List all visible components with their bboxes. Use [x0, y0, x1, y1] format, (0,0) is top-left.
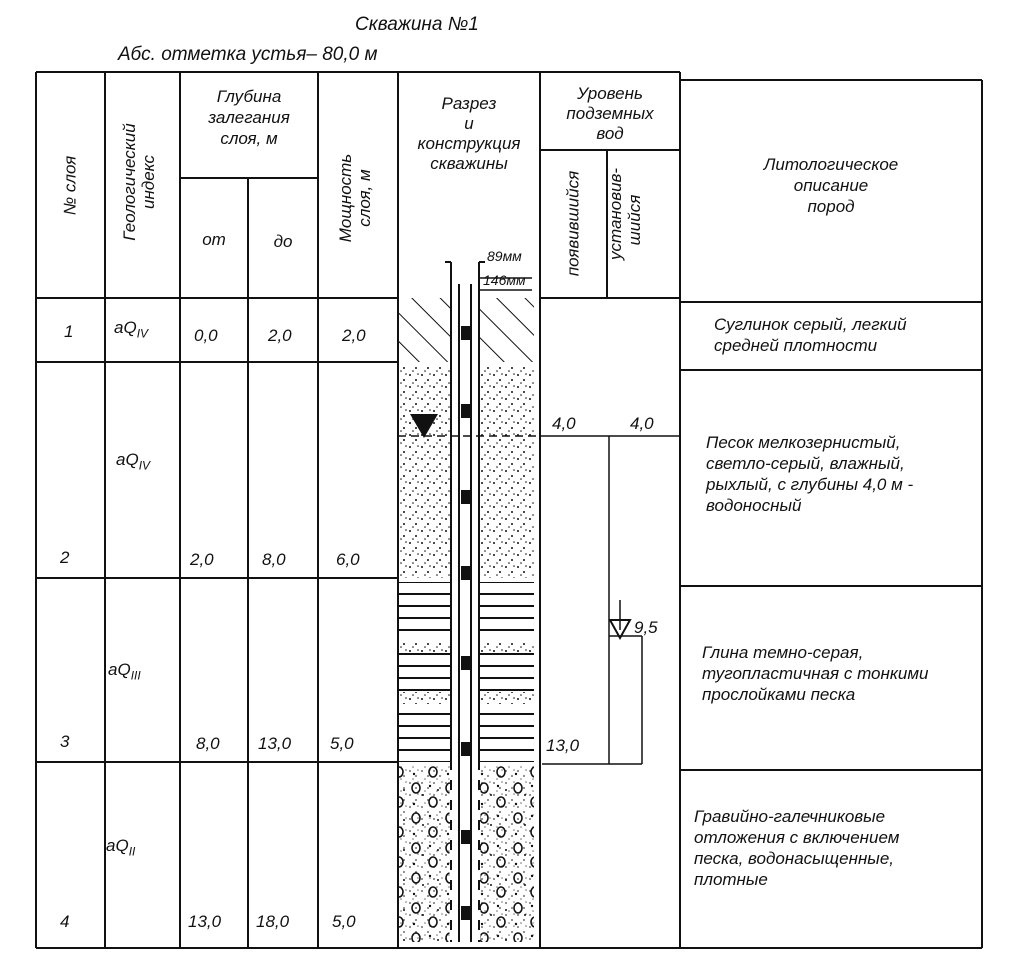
layer-2-description-line1: Песок мелкозернистый,	[706, 433, 901, 452]
layer-2-description-line4: водоносный	[706, 496, 802, 515]
header-water-established	[606, 167, 646, 260]
layer-2-water-appeared: 4,0	[552, 414, 576, 433]
layer-1-thickness: 2,0	[342, 326, 366, 345]
layer-4-description-line4: плотные	[694, 870, 768, 889]
header-lithology-line1: Литологическое	[763, 155, 899, 174]
layer-2-description	[706, 432, 913, 516]
header-groundwater-line2: подземных	[566, 104, 654, 123]
layer-3-to: 13,0	[258, 734, 292, 753]
layer-4-index-base: aQ	[106, 836, 129, 855]
page-title: Скважина №1	[355, 14, 479, 35]
header-depth-line2: залегания	[208, 108, 290, 127]
header-water-established-line1: установив-	[606, 167, 625, 260]
layer-2-index-sub: IV	[138, 458, 151, 473]
layer-1-index	[114, 318, 148, 340]
layer-3-no: 3	[60, 732, 70, 751]
layer-1-index-sub: IV	[136, 326, 149, 341]
layer-1-description-line1: Суглинок серый, легкий	[714, 315, 907, 334]
layer-3-index-base: aQ	[108, 660, 131, 679]
layer-4-index-sub: II	[128, 844, 136, 859]
header-groundwater	[540, 84, 680, 144]
layer-3-index-sub: III	[130, 668, 141, 683]
header-from: от	[202, 230, 226, 249]
layer-3-description-line1: Глина темно-серая,	[702, 643, 864, 662]
layer-4-to: 18,0	[256, 912, 290, 931]
layer-2-no: 2	[60, 548, 70, 567]
header-geo-index	[120, 122, 164, 242]
header-geo-index-line1: Геологический	[120, 123, 139, 241]
header-geo-index-line2: индекс	[139, 155, 158, 209]
header-section-line3: конструкция	[417, 134, 521, 153]
layer-4-description	[694, 806, 899, 890]
header-water-appeared: появившийся	[563, 170, 583, 277]
header-section	[398, 94, 540, 174]
casing-diameter-89: 89мм	[487, 248, 522, 264]
header-lithology-line3: пород	[807, 197, 855, 216]
layer-3-description-line2: тугопластичная с тонкими	[702, 664, 929, 683]
header-water-established-line2: шийся	[625, 194, 644, 246]
layer-2-description-line2: светло-серый, влажный,	[706, 454, 905, 473]
layer-4-description-line2: отложения с включением	[694, 828, 900, 847]
layer-2-index	[116, 450, 150, 472]
layer-4-index	[106, 836, 135, 858]
header-section-line4: скважины	[430, 154, 508, 173]
layer-4-from: 13,0	[188, 912, 222, 931]
header-layer-no: № слоя	[60, 155, 80, 216]
header-thickness-line1: Мощность	[336, 153, 355, 243]
layer-2-to: 8,0	[262, 550, 286, 569]
header-section-line1: Разрез	[441, 94, 497, 113]
header-depth	[180, 86, 318, 149]
layer-2-index-base: aQ	[116, 450, 139, 469]
layer-2-from: 2,0	[190, 550, 214, 569]
header-thickness	[336, 140, 380, 256]
layer-2-description-line3: рыхлый, с глубины 4,0 м -	[706, 475, 914, 494]
header-lithology	[680, 154, 982, 217]
layer-4-description-line3: песка, водонасыщенные,	[694, 849, 894, 868]
layer-4-no: 4	[60, 912, 70, 931]
layer-1-description	[714, 314, 907, 356]
layer-4-description-line1: Гравийно-галечниковые	[694, 807, 886, 826]
header-depth-line3: слоя, м	[220, 129, 278, 148]
layer-1-index-base: aQ	[114, 318, 137, 337]
layer-3-water-established: 9,5	[634, 618, 658, 637]
layer-2-water-established: 4,0	[630, 414, 654, 433]
header-lithology-line2: описание	[793, 176, 869, 195]
layer-3-thickness: 5,0	[330, 734, 354, 753]
layer-4-thickness: 5,0	[332, 912, 356, 931]
layer-1-no: 1	[64, 322, 74, 341]
page-subtitle: Абс. отметка устья– 80,0 м	[118, 44, 378, 65]
header-groundwater-line1: Уровень	[577, 84, 643, 103]
header-to: до	[273, 232, 293, 251]
header-groundwater-line3: вод	[596, 124, 624, 143]
layer-3-from: 8,0	[196, 734, 220, 753]
layer-3-water-appeared: 13,0	[546, 736, 580, 755]
layer-3-index	[108, 660, 141, 682]
layer-1-to: 2,0	[268, 326, 292, 345]
header-thickness-line2: слоя, м	[355, 169, 374, 227]
layer-2-thickness: 6,0	[336, 550, 360, 569]
layer-3-description	[702, 642, 928, 705]
layer-1-description-line2: средней плотности	[714, 336, 878, 355]
header-depth-line1: Глубина	[216, 87, 282, 106]
header-section-line2: и	[464, 114, 474, 133]
layer-1-from: 0,0	[194, 326, 218, 345]
layer-3-description-line3: прослойками песка	[702, 685, 856, 704]
casing-diameter-146: 146мм	[483, 272, 526, 288]
